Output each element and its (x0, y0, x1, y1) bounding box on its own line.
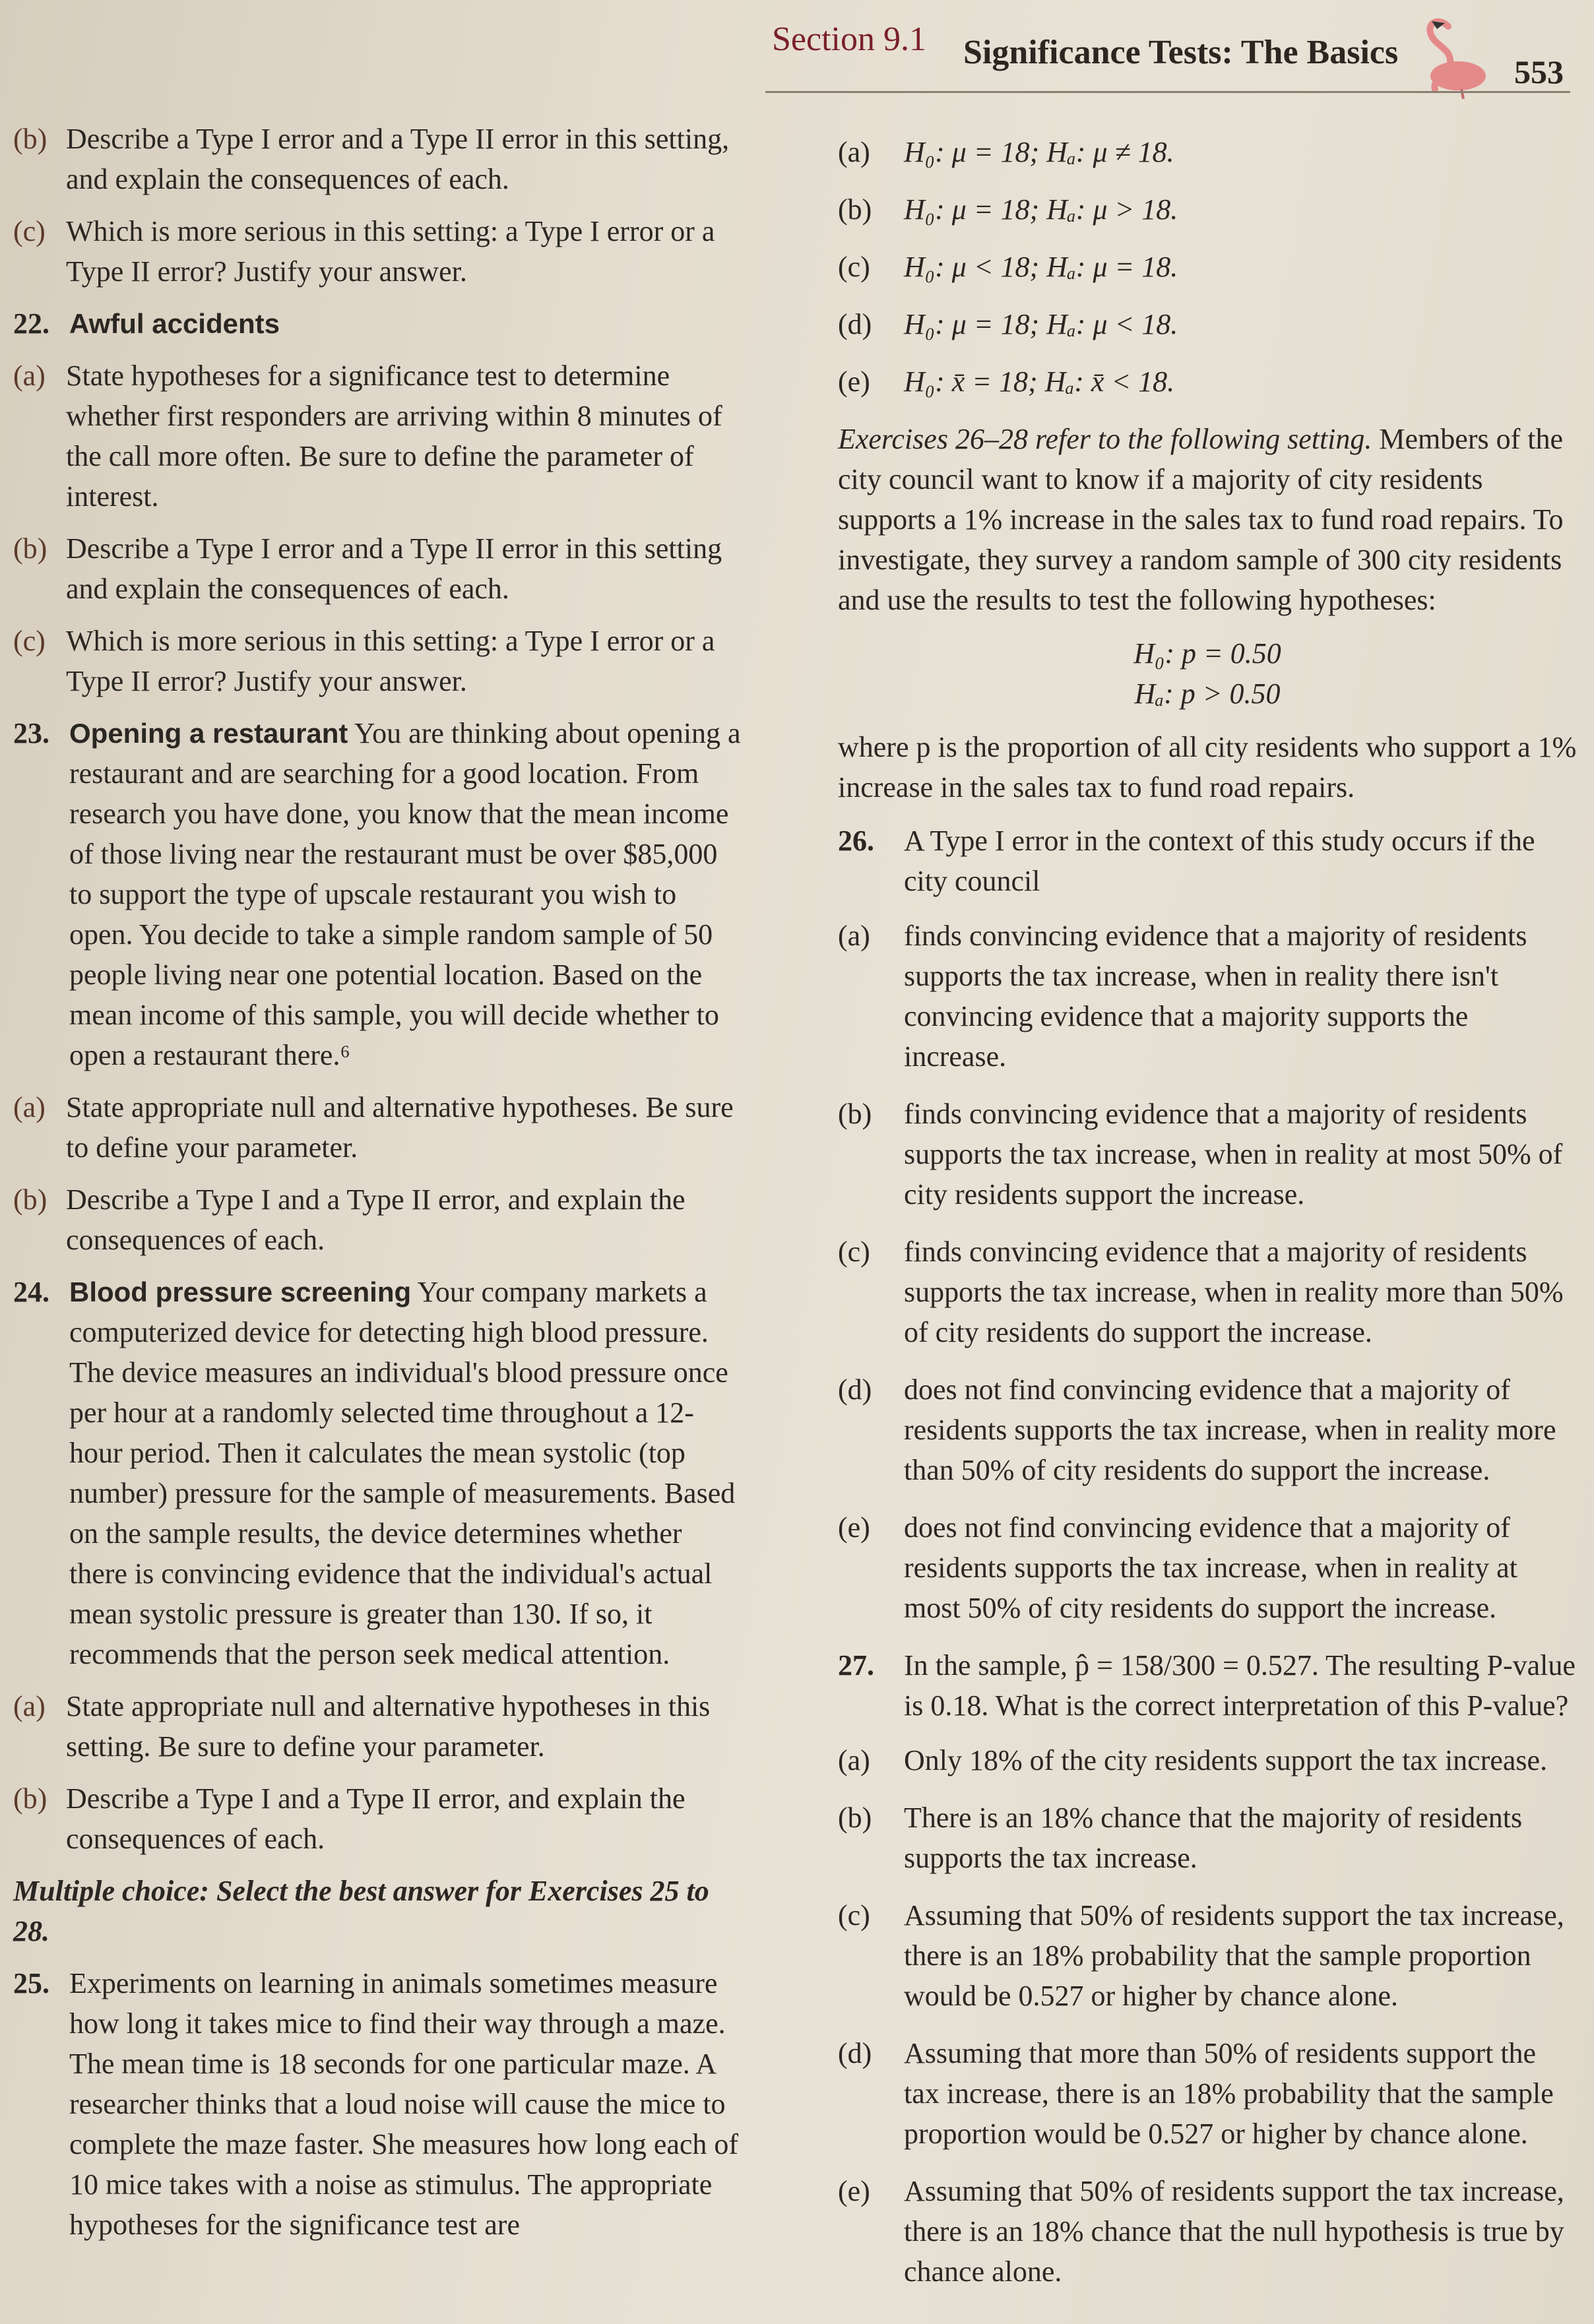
option-label: (b) (838, 1098, 872, 1130)
option-label: (a) (838, 136, 870, 168)
alternative-hypothesis: Hₐ: p > 0.50 (1134, 677, 1281, 710)
exercise-number: 24. (13, 1276, 49, 1308)
exercise-text: In the sample, p̂ = 158/300 = 0.527. The resulting P-value is 0.18. What is the correct interpretation of this P-value? (904, 1649, 1576, 1722)
exercise-title: Awful accidents (69, 308, 280, 339)
ex26-option-c (838, 1232, 1577, 1352)
option-text: finds convincing evidence that a majority of residents supports the tax increase, when in reality more than 50% of city residents do support the increase. (904, 1236, 1564, 1348)
option-text: does not find convincing evidence that a majority of residents supports the tax increase, when in reality at most 50% of city residents do support the increase. (904, 1511, 1517, 1624)
ex22-part-a (13, 356, 746, 517)
page-header (765, 13, 1577, 92)
option-label: (c) (838, 1236, 870, 1268)
ex27-option-e (838, 2171, 1577, 2292)
part-label: (a) (13, 360, 46, 392)
ex25-option-d (838, 304, 1577, 344)
exercise-text: You are thinking about opening a restaurant and are searching for a good location. From research you have done, you know that the mean income of those living near the restaurant must be over $85,000 to support the type of upscale restaurant you wish to open. You decide to take a simple random sample of 50 people living near one potential location. Based on the mean income of this sample, you will decide whether to open a restaurant there.⁶ (69, 717, 741, 1071)
ex25-option-b (838, 189, 1577, 230)
ex23-part-a (13, 1087, 746, 1168)
section-label: Section 9.1 (772, 20, 926, 58)
ex25-option-e (838, 361, 1577, 402)
exercise-22 (13, 303, 746, 344)
header-rule (765, 91, 1570, 93)
exercise-number: 27. (838, 1649, 874, 1681)
left-column (13, 119, 746, 2257)
exercise-number: 25. (13, 1967, 49, 1999)
flamingo-icon (1386, 13, 1491, 99)
exercise-text: Experiments on learning in animals sometimes measure how long it takes mice to find their way through a maze. The mean time is 18 seconds for one particular maze. A researcher thinks that a loud noise will cause the mice to complete the maze faster. She measures how long each of 10 mice takes with a noise as stimulus. The appropriate hypotheses for the significance test are (69, 1967, 739, 2241)
exercise-text: A Type I error in the context of this study occurs if the city council (904, 825, 1535, 897)
page-number: 553 (1514, 53, 1564, 90)
part-label: (a) (13, 1091, 46, 1123)
ex21-part-b (13, 119, 746, 199)
part-label: (b) (13, 1183, 48, 1216)
option-label: (d) (838, 1373, 872, 1406)
option-label: (c) (838, 1899, 870, 1931)
ex24-part-a (13, 1686, 746, 1767)
part-text: State appropriate null and alternative hypotheses. Be sure to define your parameter. (66, 1091, 734, 1164)
setting-where: where p is the proportion of all city residents who support a 1% increase in the sales tax to fund road repairs. (838, 731, 1577, 803)
part-text: Which is more serious in this setting: a Type I error or a Type II error? Justify your answer. (66, 625, 715, 697)
part-text: Describe a Type I and a Type II error, and explain the consequences of each. (66, 1782, 685, 1855)
ex27-option-b (838, 1798, 1577, 1878)
option-label: (c) (838, 251, 870, 283)
option-text: does not find convincing evidence that a majority of residents supports the tax increase, when in reality more than 50% of city residents do support the increase. (904, 1373, 1556, 1486)
ex25-option-a (838, 132, 1577, 172)
ex25-option-c (838, 247, 1577, 287)
part-text: Which is more serious in this setting: a Type I error or a Type II error? Justify your answer. (66, 215, 715, 288)
option-label: (d) (838, 2037, 872, 2069)
option-label: (e) (838, 2175, 870, 2207)
option-label: (b) (838, 1802, 872, 1834)
exercise-number: 26. (838, 825, 874, 857)
right-column (838, 132, 1577, 2309)
ex26-option-a (838, 916, 1577, 1077)
part-text: Describe a Type I error and a Type II error in this setting and explain the consequences of each. (66, 532, 722, 605)
part-label: (b) (13, 1782, 48, 1815)
exercise-number: 22. (13, 307, 49, 340)
option-text: finds convincing evidence that a majority of residents supports the tax increase, when in reality at most 50% of city residents support the increase. (904, 1098, 1563, 1210)
option-text: H₀: μ = 18; Hₐ: μ > 18. (904, 193, 1178, 226)
ex26-option-b (838, 1094, 1577, 1214)
option-text: finds convincing evidence that a majority of residents supports the tax increase, when in reality there isn't convincing evidence that a majority supports the increase. (904, 920, 1527, 1073)
multiple-choice-heading: Multiple choice: Select the best answer for Exercises 25 to 28. (13, 1875, 709, 1947)
option-text: There is an 18% chance that the majority of residents supports the tax increase. (904, 1802, 1523, 1874)
ex23-part-b (13, 1179, 746, 1260)
part-label: (c) (13, 625, 46, 657)
ex26-option-e (838, 1507, 1577, 1628)
ex27-option-c (838, 1895, 1577, 2016)
option-label: (a) (838, 920, 870, 952)
part-label: (c) (13, 215, 46, 247)
exercise-24 (13, 1272, 746, 1674)
exercise-26 (838, 821, 1577, 901)
exercise-25 (13, 1963, 746, 2245)
option-label: (e) (838, 365, 870, 398)
option-text: H₀: x̄ = 18; Hₐ: x̄ < 18. (904, 365, 1175, 398)
ex26-option-d (838, 1369, 1577, 1490)
null-hypothesis: H₀: p = 0.50 (1133, 637, 1281, 670)
section-title: Significance Tests: The Basics (963, 34, 1399, 71)
part-label: (b) (13, 123, 48, 155)
setting-paragraph (838, 419, 1577, 620)
option-label: (b) (838, 193, 872, 226)
option-text: H₀: μ = 18; Hₐ: μ ≠ 18. (904, 136, 1174, 168)
exercise-number: 23. (13, 717, 49, 749)
part-text: State appropriate null and alternative hypotheses in this setting. Be sure to define your parameter. (66, 1690, 711, 1763)
option-text: H₀: μ = 18; Hₐ: μ < 18. (904, 308, 1178, 340)
part-text: Describe a Type I error and a Type II error in this setting, and explain the consequences of each. (66, 123, 730, 195)
ex22-part-b (13, 528, 746, 609)
part-label: (b) (13, 532, 48, 565)
option-text: Only 18% of the city residents support the tax increase. (904, 1744, 1548, 1776)
option-text: H₀: μ < 18; Hₐ: μ = 18. (904, 251, 1178, 283)
option-label: (a) (838, 1744, 870, 1776)
option-text: Assuming that more than 50% of residents support the tax increase, there is an 18% probability that the sample proportion would be 0.527 or higher by chance alone. (904, 2037, 1554, 2150)
ex22-part-c (13, 621, 746, 701)
exercise-text: Your company markets a computerized device for detecting high blood pressure. The device measures an individual's blood pressure once per hour at a randomly selected time throughout a 12-hour period. Then it calculates the mean systolic (top number) pressure for the sample of measurements. Based on the sample results, the device determines whether there is convincing evidence that the individual's actual mean systolic pressure is greater than 130. If so, it recommends that the person seek medical attention. (69, 1276, 736, 1670)
ex27-option-a (838, 1740, 1577, 1780)
ex27-option-d (838, 2033, 1577, 2154)
setting-intro: Exercises 26–28 refer to the following setting. (838, 423, 1372, 455)
exercise-title: Blood pressure screening (69, 1276, 412, 1307)
part-label: (a) (13, 1690, 46, 1722)
setting-text: Members of the city council want to know if a majority of city residents supports a 1% increase in the sales tax to fund road repairs. To investigate, they survey a random sample of 300 city residents and use the results to test the following hypotheses: (838, 423, 1564, 616)
option-text: Assuming that 50% of residents support the tax increase, there is an 18% probability that the sample proportion would be 0.527 or higher by chance alone. (904, 1899, 1564, 2012)
part-text: State hypotheses for a significance test to determine whether first responders are arriving within 8 minutes of the call more often. Be sure to define the parameter of interest. (66, 360, 722, 513)
exercise-27 (838, 1645, 1577, 1726)
ex24-part-b (13, 1778, 746, 1859)
part-text: Describe a Type I and a Type II error, and explain the consequences of each. (66, 1183, 685, 1256)
option-label: (e) (838, 1511, 870, 1544)
option-label: (d) (838, 308, 872, 340)
exercise-23 (13, 713, 746, 1075)
ex21-part-c (13, 211, 746, 292)
exercise-title: Opening a restaurant (69, 718, 348, 749)
option-text: Assuming that 50% of residents support the tax increase, there is an 18% chance that the null hypothesis is true by chance alone. (904, 2175, 1564, 2288)
